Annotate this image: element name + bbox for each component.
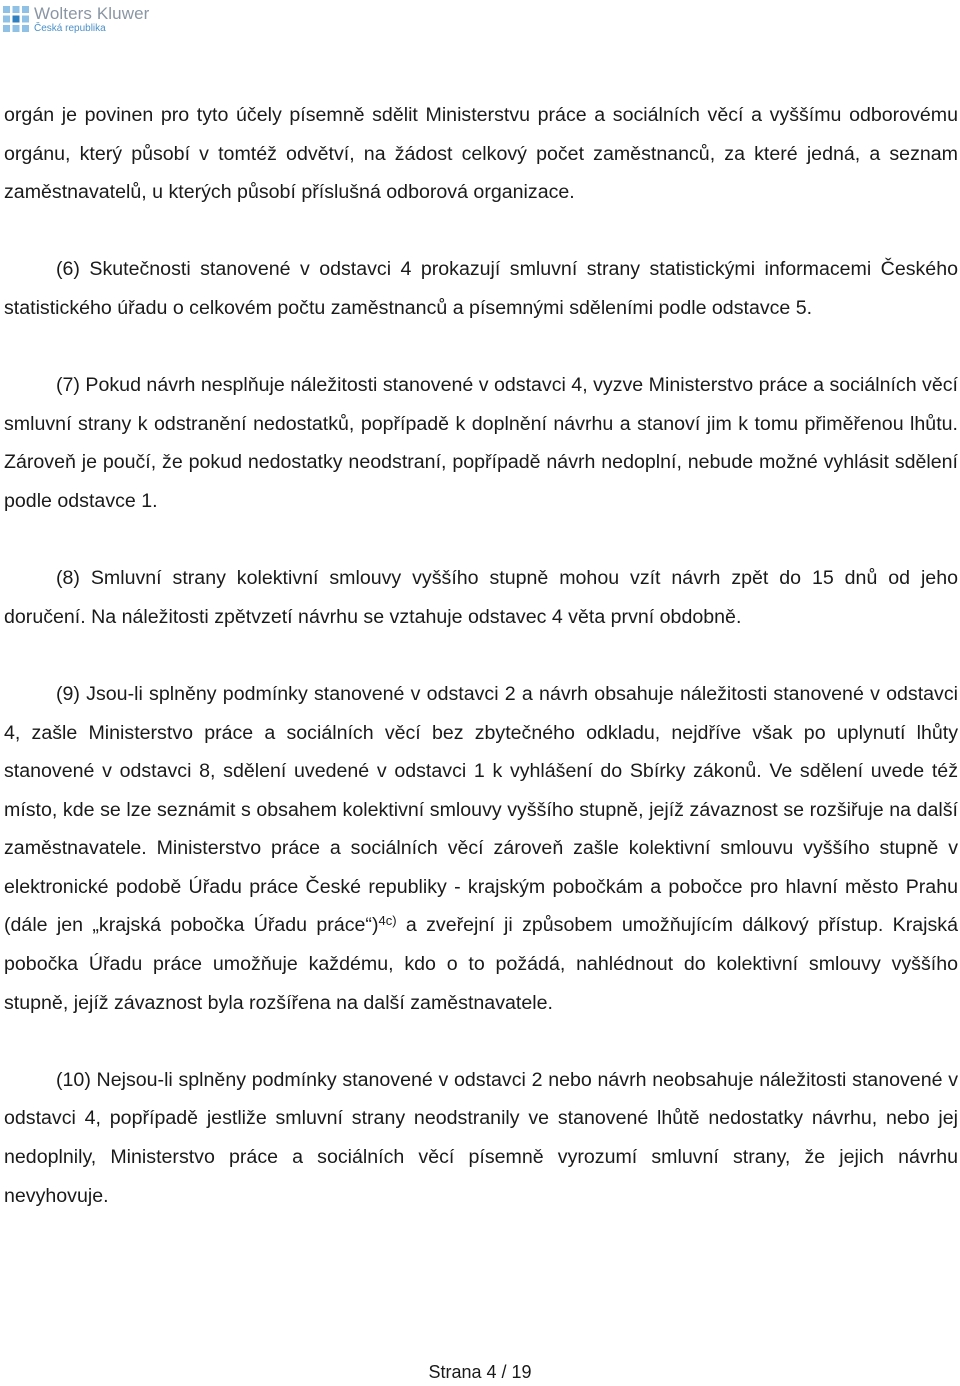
wolters-kluwer-logo-icon bbox=[2, 5, 30, 33]
document-body bbox=[4, 96, 958, 1254]
paragraph-9-text-end: a zveřejní ji způsobem umožňujícím dálkový přístup. Krajská pobočka Úřadu práce umožňuje každému, kdo o to požádá, nahlédnout do kolektivní smlouvy vyššího stupně, jejíž závaznost byla rozšířena na další zaměstnavatele. bbox=[4, 914, 958, 1014]
publisher-logo bbox=[2, 2, 149, 36]
paragraph-7: (7) Pokud návrh nesplňuje náležitosti stanovené v odstavci 4, vyzve Ministerstvo práce a sociálních věcí smluvní strany k odstranění nedostatků, popřípadě k doplnění návrhu a stanoví jim k tomu přiměřenou lhůtu. Zároveň je poučí, že pokud nedostatky neodstraní, popřípadě návrh nedoplní, nebude možné vyhlásit sdělení podle odstavce 1. bbox=[4, 374, 958, 512]
page-number: Strana 4 / 19 bbox=[428, 1362, 532, 1382]
paragraph-8: (8) Smluvní strany kolektivní smlouvy vyššího stupně mohou vzít návrh zpět do 15 dnů od jeho doručení. Na náležitosti zpětvzetí návrhu se vztahuje odstavec 4 věta první obdobně. bbox=[4, 567, 958, 628]
paragraph-9-text-start: (9) Jsou-li splněny podmínky stanovené v odstavci 2 a návrh obsahuje náležitosti stanovené v odstavci 4, zašle Ministerstvo práce a sociálních věcí bez zbytečného odkladu, nejdříve však po uplynutí lhůty stanovené v odstavci 8, sdělení uvedené v odstavci 1 k vyhlášení do Sbírky zákonů. Ve sdělení uvede též místo, kde se lze seznámit s obsahem kolektivní smlouvy vyššího stupně, jejíž závaznost se rozšiřuje na další zaměstnavatele. Ministerstvo práce a sociálních věcí zároveň zašle kolektivní smlouvu vyššího stupně v elektronické podobě Úřadu práce České republiky - krajským pobočkám a pobočce pro hlavní město Prahu (dále jen „krajská pobočka Úřadu práce“) bbox=[4, 682, 958, 937]
brand-name: Wolters Kluwer bbox=[34, 3, 150, 23]
brand-subtitle: Česká republika bbox=[34, 22, 106, 34]
paragraph-9 bbox=[4, 675, 958, 1022]
paragraph-6: (6) Skutečnosti stanovené v odstavci 4 prokazují smluvní strany statistickými informacemi Českého statistického úřadu o celkovém počtu zaměstnanců a písemnými sděleními podle odstavce 5. bbox=[4, 258, 958, 319]
paragraph-10: (10) Nejsou-li splněny podmínky stanovené v odstavci 2 nebo návrh neobsahuje náležitosti stanovené v odstavci 4, popřípadě jestliže smluvní strany neodstranily ve stanovené lhůtě nedostatky návrhu, nebo jej nedoplnily, Ministerstvo práce a sociálních věcí písemně vyrozumí smluvní strany, že jejich návrhu nevyhovuje. bbox=[4, 1068, 958, 1207]
paragraph-continuation: orgán je povinen pro tyto účely písemně sdělit Ministerstvu práce a sociálních věcí a vyššímu odborovému orgánu, který působí v tomtéž odvětví, na žádost celkový počet zaměstnanců, za které jedná, a seznam zaměstnavatelů, u kterých působí příslušná odborová organizace. bbox=[4, 104, 958, 204]
footnote-reference[interactable]: 4c) bbox=[378, 913, 397, 929]
